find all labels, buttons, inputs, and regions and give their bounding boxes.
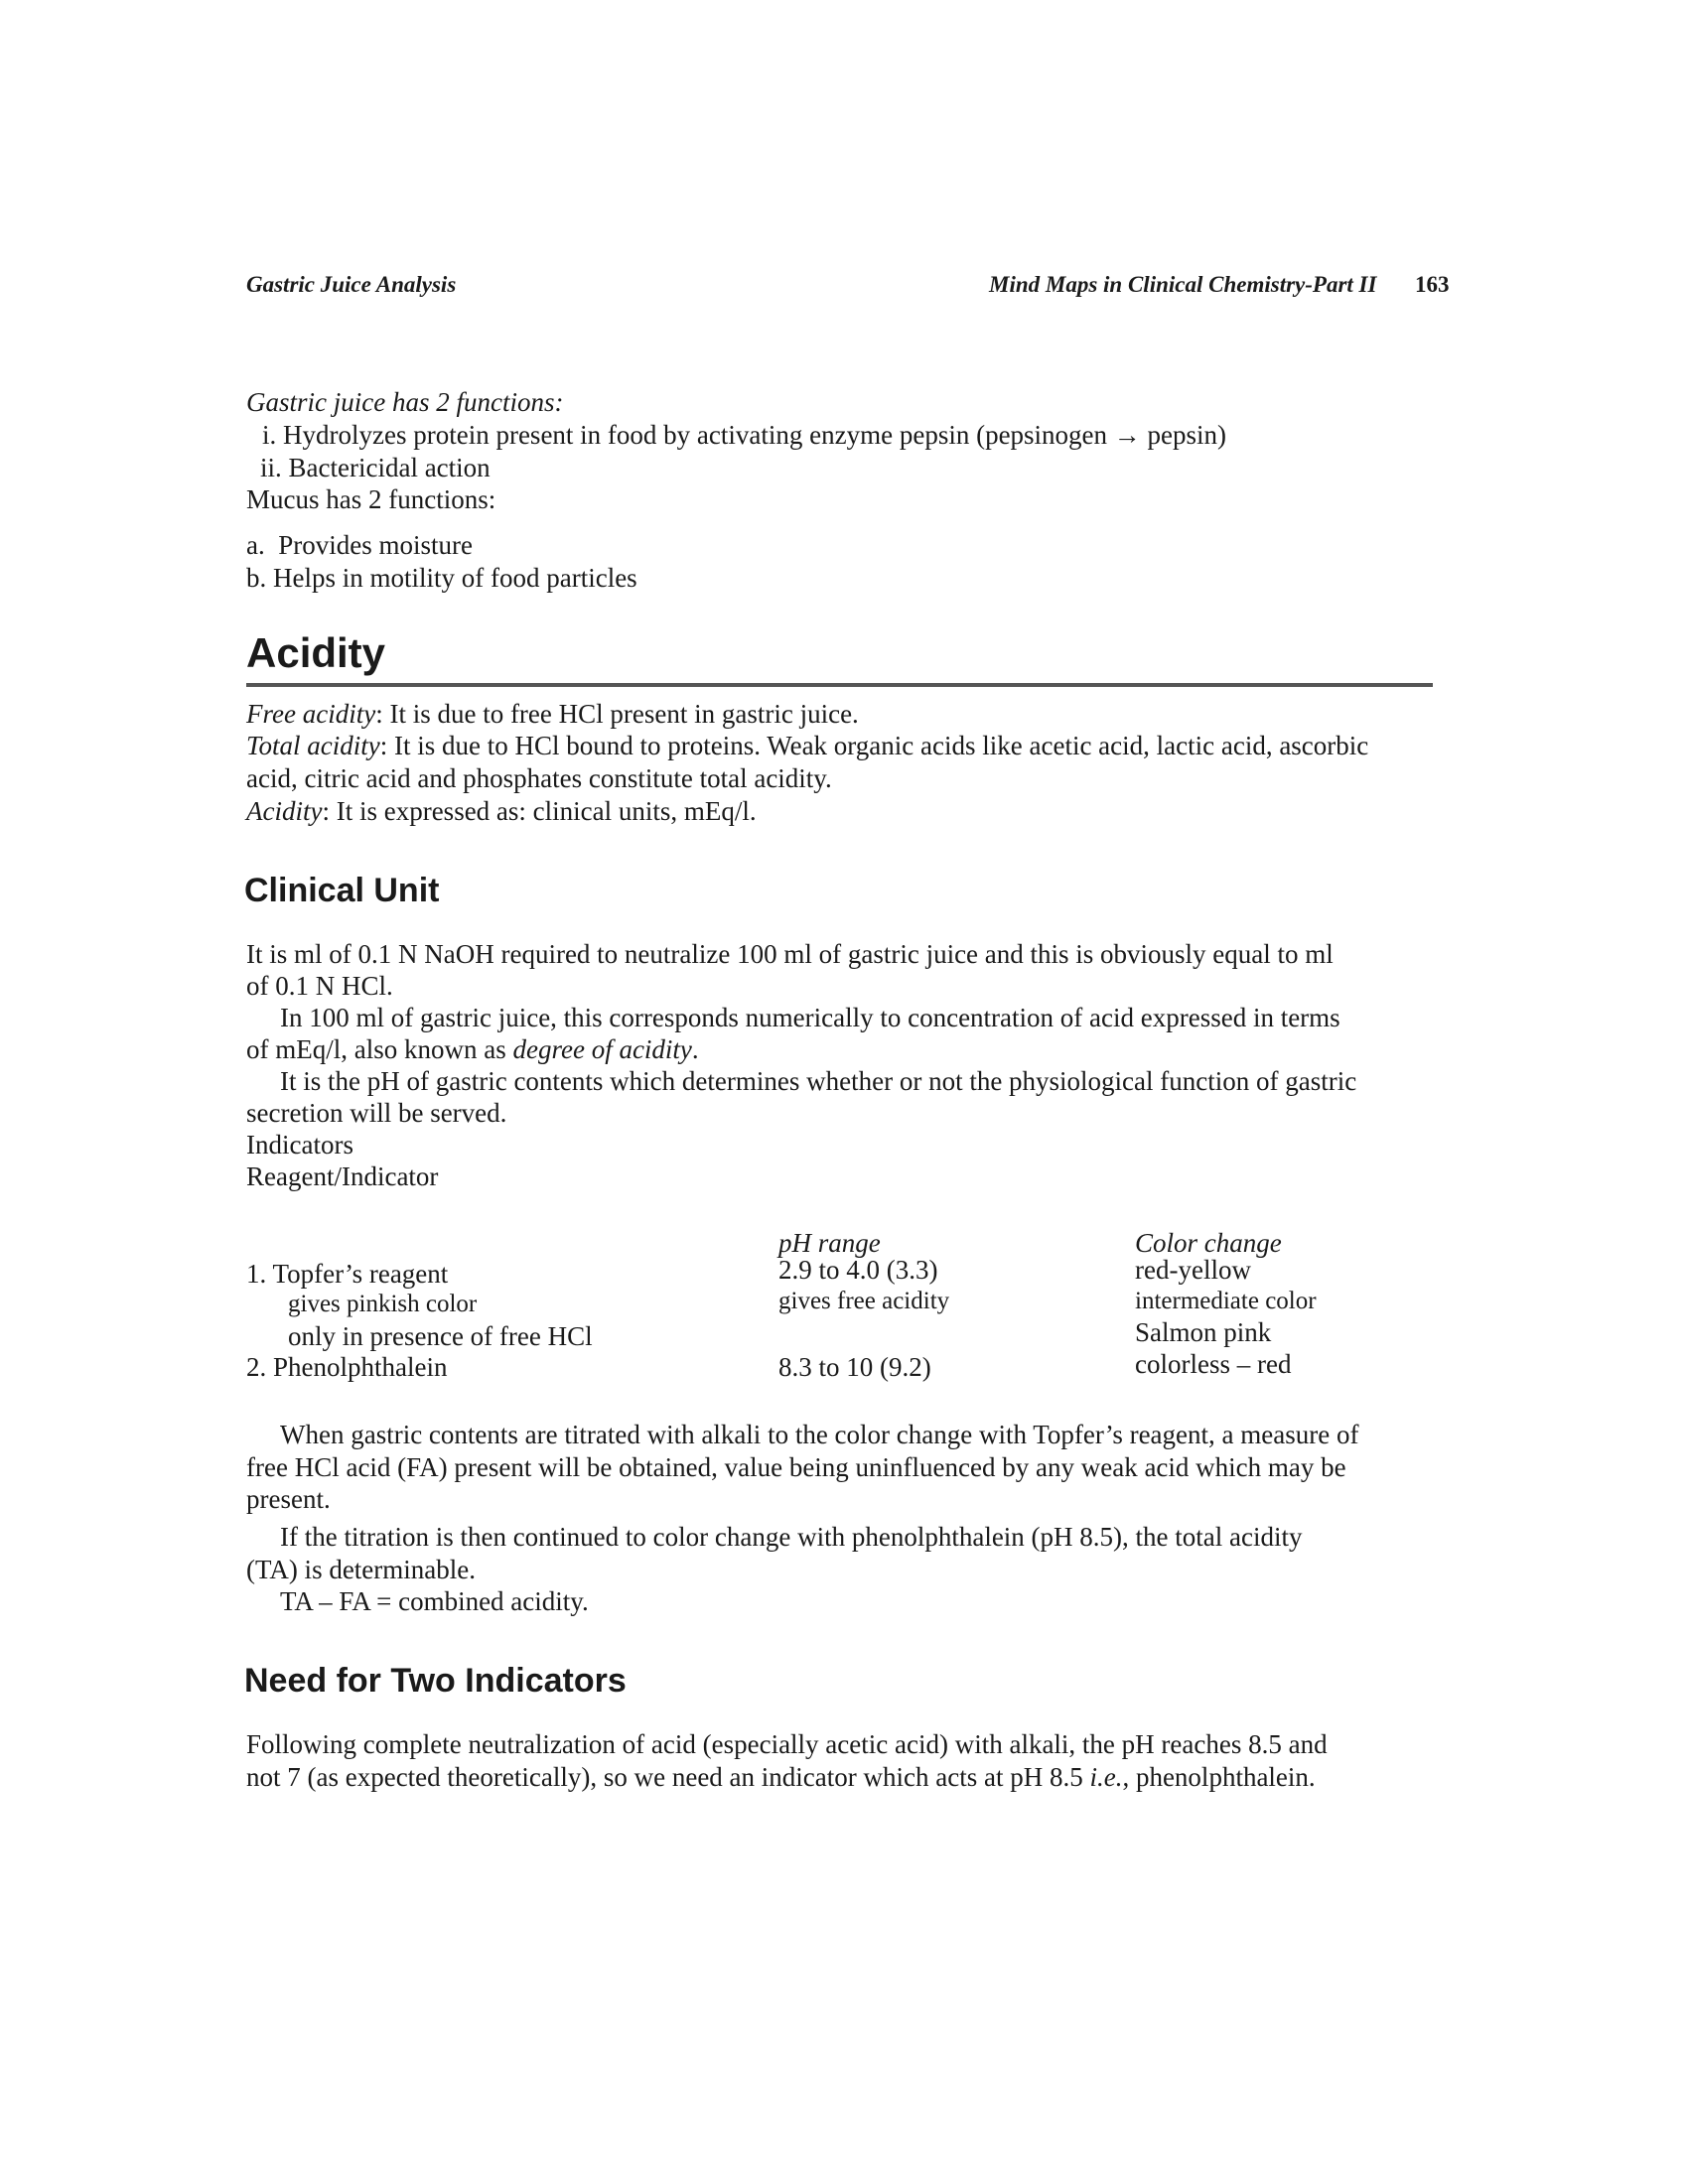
clinical-unit-p3-line2: secretion will be served. <box>246 1098 507 1128</box>
emphasis: i.e. <box>1089 1762 1123 1792</box>
text: . <box>691 1034 699 1064</box>
titration-p1-line1: When gastric contents are titrated with alkali to the color change with Topfer’s reagent, a measure of <box>280 1420 1359 1449</box>
list-text: Hydrolyzes protein present in food by activating enzyme pepsin (pepsinogen → pepsin) <box>283 420 1227 450</box>
free-acidity-line <box>246 698 859 730</box>
section-title-acidity: Acidity <box>246 629 386 676</box>
table-cell: Salmon pink <box>1135 1317 1272 1347</box>
list-marker: i. <box>262 420 277 450</box>
clinical-unit-p2-line1: In 100 ml of gastric juice, this corresponds numerically to concentration of acid expressed in terms <box>280 1003 1340 1032</box>
clinical-unit-p1-line2: of 0.1 N HCl. <box>246 971 393 1001</box>
text: of mEq/l, also known as <box>246 1034 513 1064</box>
definition: : It is expressed as: clinical units, mEq/l. <box>322 796 757 826</box>
table-cell: red-yellow <box>1135 1255 1251 1285</box>
reagent-label: Reagent/Indicator <box>246 1161 439 1191</box>
titration-p1-line2: free HCl acid (FA) present will be obtained, value being uninfluenced by any weak acid which may be <box>246 1452 1346 1482</box>
list-item <box>246 529 473 561</box>
definition: : It is due to HCl bound to proteins. Weak organic acids like acetic acid, lactic acid, ascorbic <box>379 731 1369 760</box>
table-cell: colorless – red <box>1135 1349 1292 1379</box>
table-cell: 2. Phenolphthalein <box>246 1352 448 1382</box>
table-header-color: Color change <box>1135 1228 1282 1258</box>
list-marker: ii. <box>260 453 282 482</box>
clinical-unit-p2-line2 <box>246 1033 699 1065</box>
titration-p1-line3: present. <box>246 1484 331 1514</box>
table-cell: 2.9 to 4.0 (3.3) <box>778 1255 938 1285</box>
page-number: 163 <box>1415 272 1450 297</box>
term: Total acidity <box>246 731 380 760</box>
list-marker: b. <box>246 563 267 593</box>
text: , phenolphthalein. <box>1122 1762 1316 1792</box>
running-header-right: Mind Maps in Clinical Chemistry-Part II <box>989 272 1377 297</box>
titration-p2-line1: If the titration is then continued to color change with phenolphthalein (pH 8.5), the total acidity <box>280 1522 1303 1552</box>
indicators-label: Indicators <box>246 1130 353 1160</box>
table-cell: 8.3 to 10 (9.2) <box>778 1352 931 1382</box>
list-item <box>260 452 491 483</box>
clinical-unit-p1-line1: It is ml of 0.1 N NaOH required to neutralize 100 ml of gastric juice and this is obviously equal to ml <box>246 939 1334 969</box>
table-cell: 1. Topfer’s reagent <box>246 1259 449 1289</box>
titration-p2-line2: (TA) is determinable. <box>246 1555 477 1584</box>
list-text: Helps in motility of food particles <box>273 563 637 593</box>
text: not 7 (as expected theoretically), so we need an indicator which acts at pH 8.5 <box>246 1762 1090 1792</box>
section-title-clinical-unit: Clinical Unit <box>244 872 440 909</box>
section-title-two-indicators: Need for Two Indicators <box>244 1662 627 1700</box>
two-indicators-line1: Following complete neutralization of acid (especially acetic acid) with alkali, the pH reaches 8.5 and <box>246 1729 1328 1759</box>
list-item <box>246 562 637 594</box>
list-text: Bactericidal action <box>288 453 491 482</box>
table-cell: only in presence of free HCl <box>288 1321 593 1351</box>
clinical-unit-p3-line1: It is the pH of gastric contents which determines whether or not the physiological function of gastric <box>280 1066 1357 1096</box>
definition: : It is due to free HCl present in gastric juice. <box>375 699 859 729</box>
total-acidity-line-2: acid, citric acid and phosphates constitute total acidity. <box>246 763 832 793</box>
term: Acidity <box>246 796 323 826</box>
table-cell: intermediate color <box>1135 1288 1317 1314</box>
section-rule <box>246 683 1433 687</box>
running-header-left: Gastric Juice Analysis <box>246 272 457 297</box>
acidity-line <box>246 795 757 827</box>
table-cell: gives pinkish color <box>288 1291 478 1317</box>
mucus-heading: Mucus has 2 functions: <box>246 484 496 514</box>
titration-p3: TA – FA = combined acidity. <box>280 1586 589 1616</box>
list-marker: a. <box>246 530 265 560</box>
list-item <box>262 419 1226 451</box>
list-text: Provides moisture <box>278 530 473 560</box>
table-cell: gives free acidity <box>778 1288 950 1314</box>
emphasis: degree of acidity <box>512 1034 692 1064</box>
term: Free acidity <box>246 699 376 729</box>
table-header-ph: pH range <box>778 1228 881 1258</box>
total-acidity-line <box>246 730 1368 761</box>
gastric-juice-heading: Gastric juice has 2 functions: <box>246 387 564 417</box>
two-indicators-line2 <box>246 1761 1316 1793</box>
